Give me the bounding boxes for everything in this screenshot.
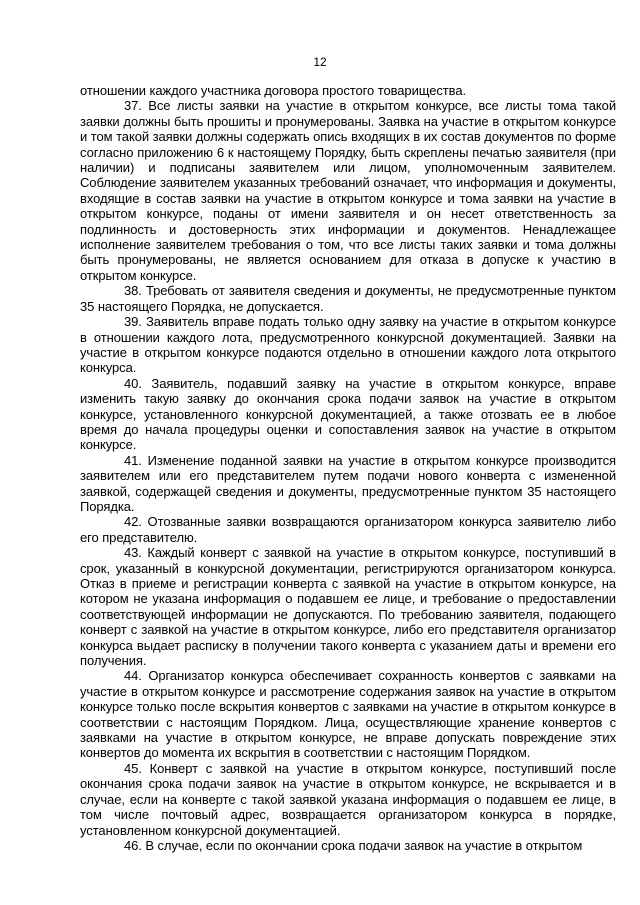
paragraph-46: 46. В случае, если по окончании срока подачи заявок на участие в открытом xyxy=(124,837,583,853)
paragraph-42: 42. Отозванные заявки возвращаются организатором конкурса заявителю либо его представителю. xyxy=(80,514,616,545)
paragraph-44: 44. Организатор конкурса обеспечивает сохранность конвертов с заявками на участие в открытом конкурсе и рассмотрение содержания заявок на участие в открытом конкурсе только после вскрытия конвертов с заявками на участие в открытом конкурсе в соответствии с настоящим Порядком. Лица, осуществляющие хранение конвертов с заявками на участие в открытом конкурсе, не вправе допускать повреждение этих конвертов до момента их вскрытия в соответствии с настоящим Порядком. xyxy=(80,668,616,761)
paragraph-45: 45. Конверт с заявкой на участие в открытом конкурсе, поступивший после окончания срока подачи заявок на участие в открытом конкурсе, не вскрывается и в случае, если на конверте с такой заявкой указана информация о подавшем ее лице, в том числе почтовый адрес, возвращается организатором конкурса в порядке, установленном конкурсной документацией. xyxy=(80,760,616,838)
document-body xyxy=(80,83,616,853)
paragraph-41: 41. Изменение поданной заявки на участие в открытом конкурсе производится заявителем или его представителем путем подачи нового конверта с измененной заявкой, содержащей сведения и документы, предусмотренные пунктом 35 настоящего Порядка. xyxy=(80,452,616,514)
paragraph-38: 38. Требовать от заявителя сведения и документы, не предусмотренные пунктом 35 настоящего Порядка, не допускается. xyxy=(80,283,616,314)
paragraph-39: 39. Заявитель вправе подать только одну заявку на участие в открытом конкурсе в отношении каждого лота, предусмотренного конкурсной документацией. Заявки на участие в открытом конкурсе подаются отдельно в отношении каждого лота открытого конкурса. xyxy=(80,314,616,376)
paragraph-37: 37. Все листы заявки на участие в открытом конкурсе, все листы тома такой заявки должны быть прошиты и пронумерованы. Заявка на участие в открытом конкурсе и том такой заявки должны содержать опись входящих в их состав документов по форме согласно приложению 6 к настоящему Порядку, быть скреплены печатью заявителя (при наличии) и подписаны заявителем или лицом, уполномоченным заявителем. Соблюдение заявителем указанных требований означает, что информация и документы, входящие в состав заявки на участие в открытом конкурсе и тома заявки на участие в открытом конкурсе, поданы от имени заявителя и он несет ответственность за подлинность и достоверность этих информации и документов. Ненадлежащее исполнение заявителем требования о том, что все листы таких заявки и тома должны быть пронумерованы, не является основанием для отказа в допуске к участию в открытом конкурсе. xyxy=(80,98,616,283)
paragraph-continuation: отношении каждого участника договора простого товарищества. xyxy=(80,83,467,98)
paragraph-40: 40. Заявитель, подавший заявку на участие в открытом конкурсе, вправе изменить такую заявку до окончания срока подачи заявок на участие в открытом конкурсе, установленного конкурсной документацией, а также отозвать ее в любое время до начала процедуры оценки и сопоставления заявок на участие в открытом конкурсе. xyxy=(80,375,616,453)
page-number: 12 xyxy=(313,55,327,69)
paragraph-43: 43. Каждый конверт с заявкой на участие в открытом конкурсе, поступивший в срок, указанный в конкурсной документации, регистрируются организатором конкурса. Отказ в приеме и регистрации конверта с заявкой на участие в открытом конкурсе, на котором не указана информация о подавшем ее лице, и требование о предоставлении соответствующей информации не допускаются. По требованию заявителя, подающего конверт с заявкой на участие в открытом конкурсе, либо его представителя организатор конкурса выдает расписку в получении такого конверта с указанием даты и времени его получения. xyxy=(80,545,616,669)
